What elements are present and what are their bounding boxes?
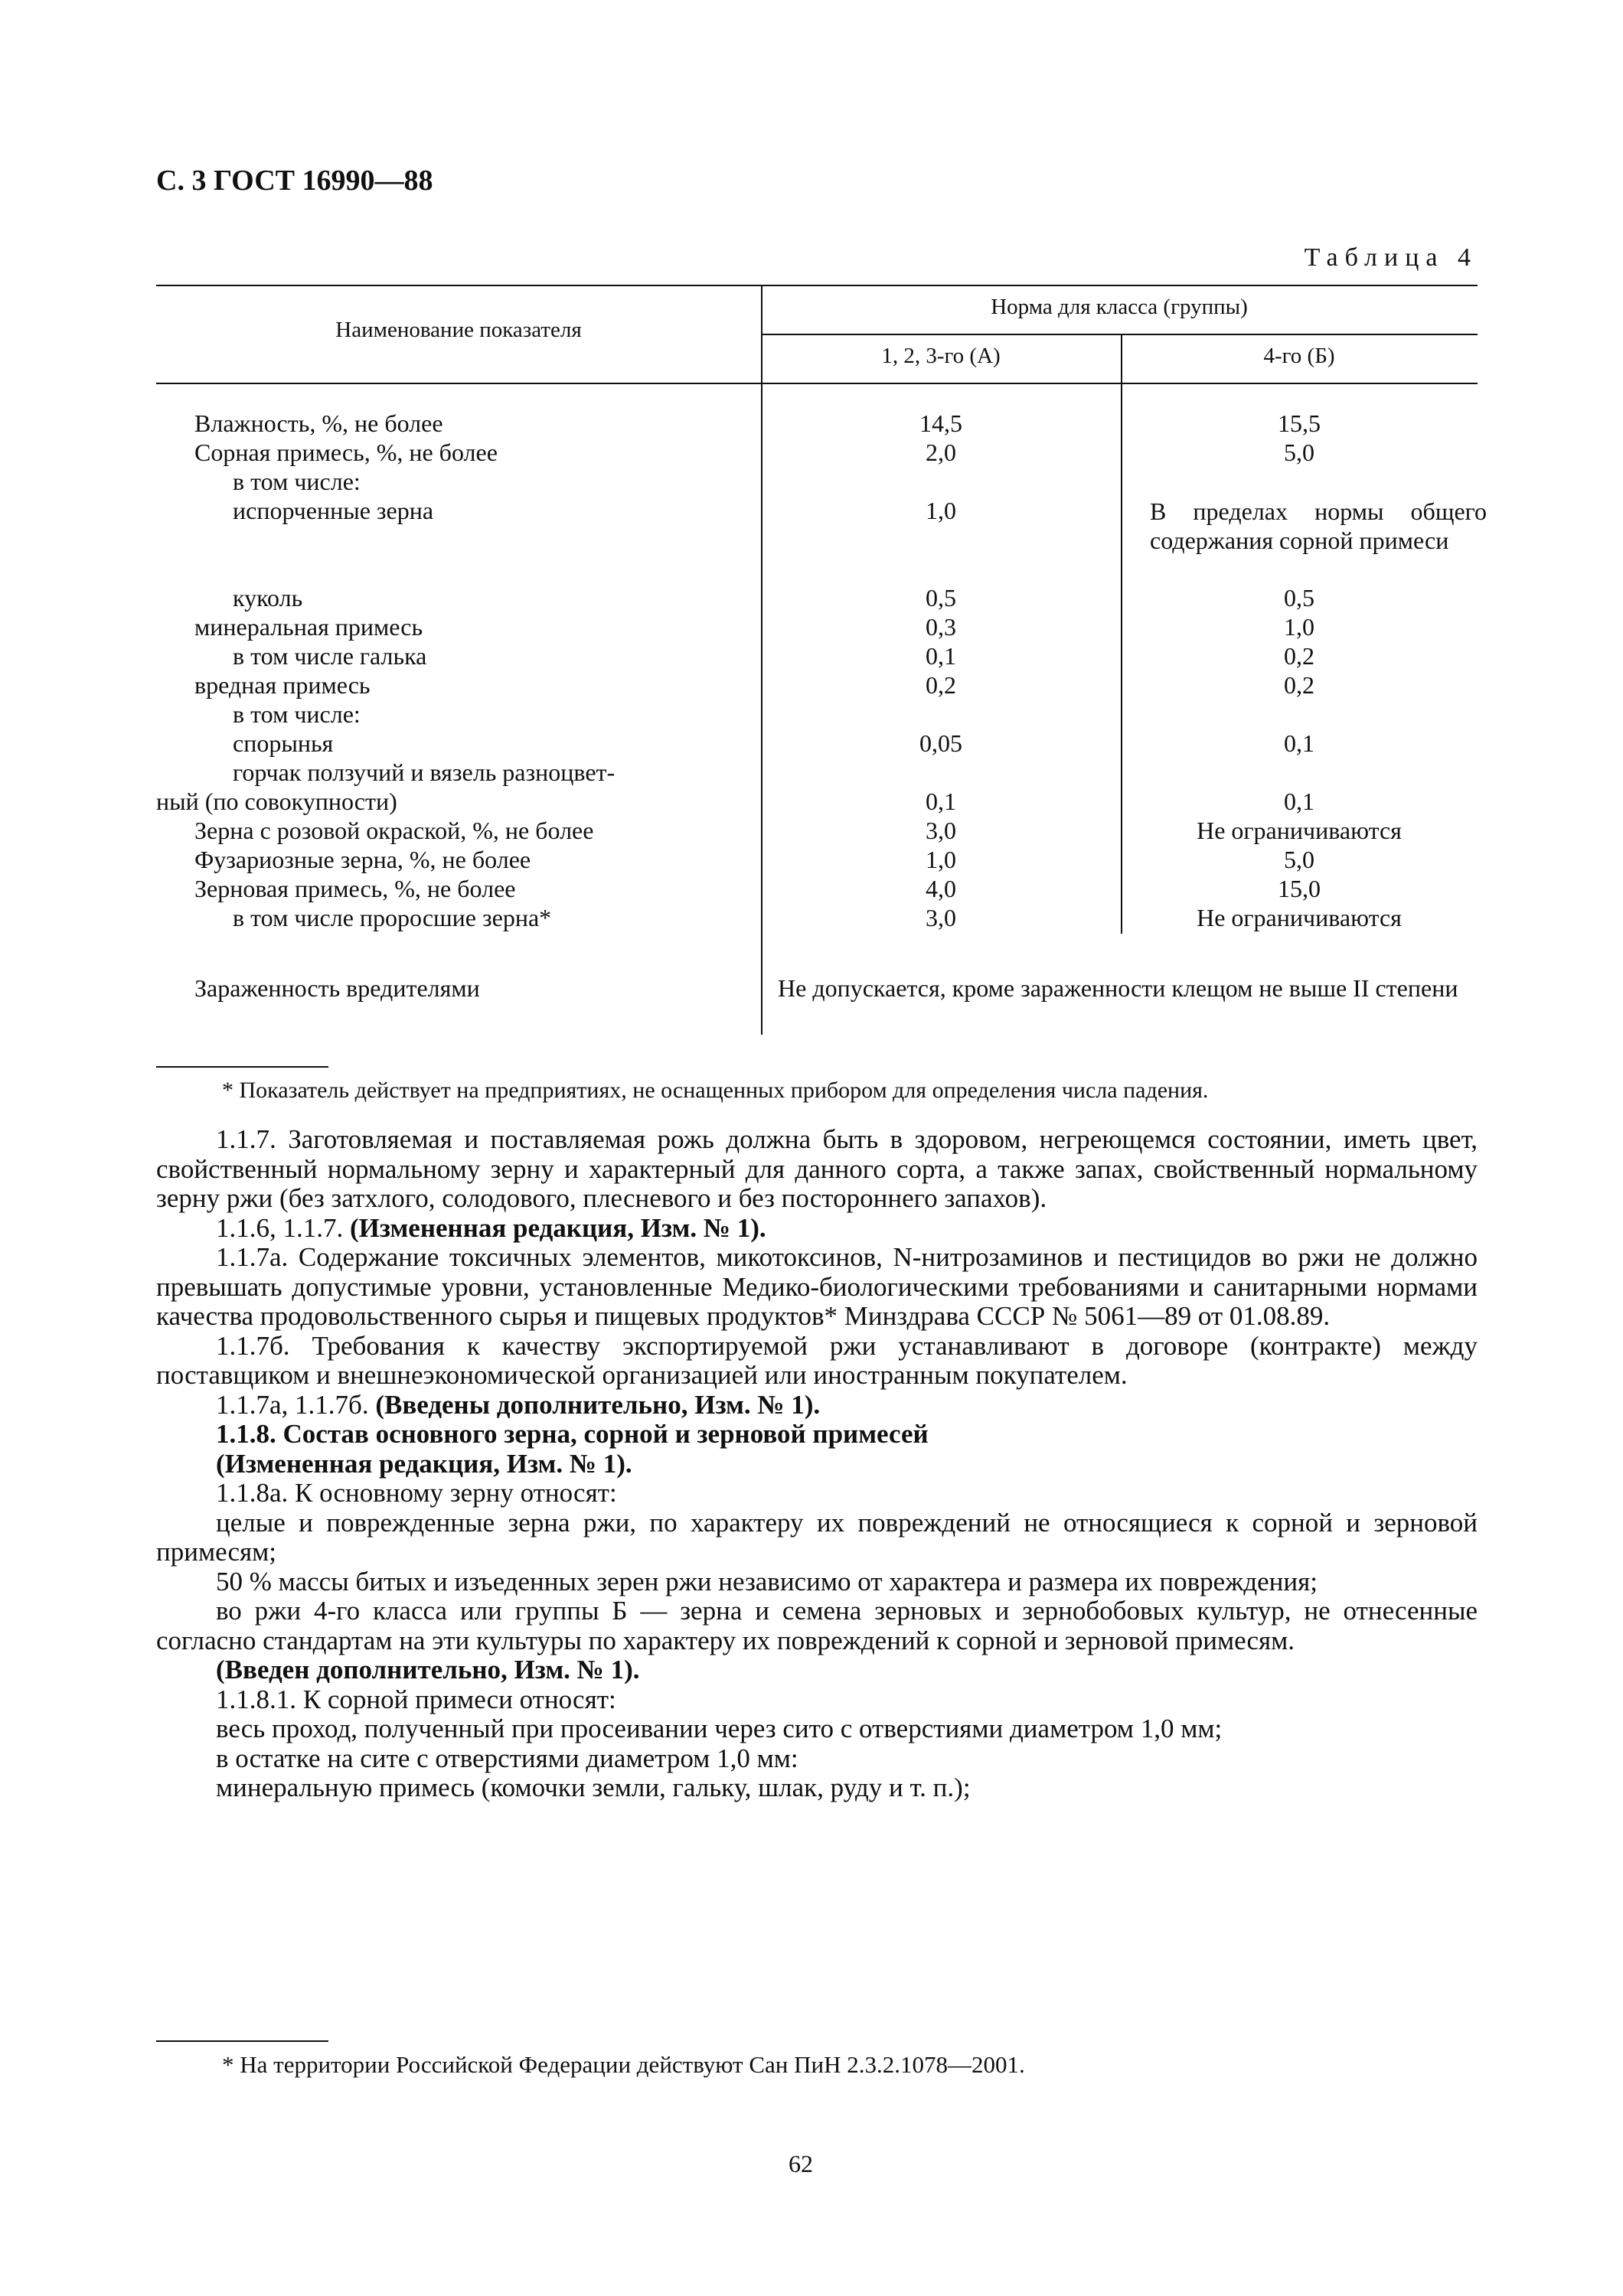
- paragraph: 1.1.8а. К основному зерну относят:: [216, 1478, 617, 1508]
- header-bottom-rule: [156, 383, 1478, 384]
- row-value-b: 15,5: [1278, 409, 1321, 437]
- amendment-note: (Введен дополнительно, Изм. № 1).: [216, 1655, 640, 1684]
- indicators-table: [156, 285, 1487, 1035]
- row-name: Фузариозные зерна, %, не более: [194, 846, 531, 873]
- row-name: горчак ползучий и вязель разноцвет-: [233, 758, 616, 786]
- col-a-header: 1, 2, 3-го (А): [881, 344, 1001, 368]
- row-value-a: 0,3: [926, 613, 956, 641]
- row-value-a: 4,0: [926, 875, 956, 902]
- row-value-a: 0,5: [926, 584, 956, 612]
- table-row: [156, 758, 1478, 787]
- table-top-rule: [156, 285, 1478, 286]
- col-name-header: Наименование показателя: [335, 318, 582, 342]
- row-value-a: 0,2: [926, 671, 956, 699]
- row-value-b: 0,2: [1284, 671, 1314, 699]
- section-heading: 1.1.8. Состав основного зерна, сорной и зерновой примесей: [216, 1419, 929, 1449]
- row-value-b: 0,1: [1284, 729, 1314, 757]
- row-name: Сорная примесь, %, не более: [194, 439, 498, 466]
- row-value-b: 15,0: [1278, 875, 1321, 902]
- row-name: Зерновая примесь, %, не более: [194, 875, 516, 902]
- paragraph: [156, 1214, 1478, 1244]
- row-name: Зерна с розовой окраской, %, не более: [194, 817, 594, 844]
- row-value-b: 0,1: [1284, 788, 1314, 815]
- paragraph: весь проход, полученный при просеивании через сито с отверстиями диаметром 1,0 мм;: [216, 1714, 1223, 1743]
- row-value-b: 5,0: [1284, 439, 1314, 466]
- page-footnote: * На территории Российской Федерации действуют Сан ПиН 2.3.2.1078—2001.: [222, 2051, 1025, 2078]
- row-name: Влажность, %, не более: [194, 409, 443, 437]
- row-value-a: 3,0: [926, 817, 956, 844]
- col-group-header: Норма для класса (группы): [991, 295, 1248, 319]
- row-value-b: Не ограничиваются: [1197, 817, 1402, 844]
- row-name: в том числе:: [233, 700, 361, 728]
- paragraph: [156, 1391, 1478, 1420]
- paragraph: целые и поврежденные зерна ржи, по характеру их повреждений не относящиеся к сорной и зерновой примесям;: [156, 1507, 1478, 1567]
- row-name: в том числе:: [233, 468, 361, 495]
- row-value-a: 0,1: [926, 642, 956, 670]
- table-row: [156, 670, 1478, 700]
- paragraph-ref: 1.1.7а, 1.1.7б.: [216, 1389, 376, 1420]
- col-b-header: 4-го (Б): [1263, 344, 1335, 368]
- row-value-a: 2,0: [926, 439, 956, 466]
- paragraph: 1.1.7а. Содержание токсичных элементов, микотоксинов, N-нитрозаминов и пестицидов во ржи не должно превышать допустимые уровни, установленные Медико-биологическими требованиями и санитарными нормами качества продовольственного сырья и пищевых продуктов* Минздрава СССР № 5061—89 от 01.08.89.: [156, 1242, 1478, 1331]
- spoiled-grain-note: В пределах нормы общего содержания сорной примеси: [1150, 497, 1487, 554]
- row-value-a: 14,5: [919, 409, 962, 437]
- paragraph: 1.1.8.1. К сорной примеси относят:: [216, 1684, 616, 1714]
- table-footnote: * Показатель действует на предприятиях, не оснащенных прибором для определения числа падения.: [222, 1078, 1209, 1103]
- row-value-b: 1,0: [1284, 613, 1314, 641]
- footnote-rule: [156, 1066, 328, 1068]
- body-text: [156, 1125, 1478, 1803]
- row-name: минеральная примесь: [194, 613, 423, 641]
- paragraph: минеральную примесь (комочки земли, гальку, шлак, руду и т. п.);: [216, 1773, 971, 1802]
- amendment-note: (Измененная редакция, Изм. № 1).: [216, 1448, 632, 1479]
- table-row: [156, 467, 1478, 496]
- row-name: в том числе галька: [233, 642, 427, 670]
- row-value-a: 1,0: [926, 846, 956, 873]
- table-row: [156, 903, 1478, 932]
- row-value-b: Не ограничиваются: [1197, 904, 1402, 931]
- pests-value: Не допускается, кроме зараженности клещом не выше II степени: [778, 974, 1458, 1002]
- table-row: [156, 641, 1478, 670]
- page-number: 62: [789, 2150, 813, 2177]
- row-value-a: 0,1: [926, 788, 956, 815]
- table-row: [156, 816, 1478, 845]
- row-name: куколь: [233, 584, 303, 612]
- row-value-b: 5,0: [1284, 846, 1314, 873]
- paragraph-ref: 1.1.6, 1.1.7.: [216, 1212, 350, 1243]
- paragraph: 1.1.7б. Требования к качеству экспортируемой ржи устанавливают в договоре (контракте) между поставщиком и внешнеэкономической организацией или иностранным покупателем.: [156, 1330, 1478, 1390]
- table-row: [156, 787, 1478, 816]
- table-row: [156, 874, 1478, 903]
- row-name: Зараженность вредителями: [194, 974, 480, 1002]
- row-value-a: 1,0: [926, 497, 956, 524]
- table-row: [156, 438, 1478, 467]
- amendment-note: (Введены дополнительно, Изм. № 1).: [375, 1389, 821, 1420]
- row-value-a: 3,0: [926, 904, 956, 931]
- table-row: [156, 409, 1478, 438]
- table-caption: Таблица 4: [1304, 243, 1478, 272]
- footnote-rule: [156, 2040, 328, 2042]
- table-row: [156, 700, 1478, 729]
- paragraph: 50 % массы битых и изъеденных зерен ржи независимо от характера и размера их повреждения;: [216, 1566, 1318, 1596]
- paragraph: в остатке на сите с отверстиями диаметром 1,0 мм:: [216, 1743, 798, 1773]
- amendment-note: (Измененная редакция, Изм. № 1).: [350, 1212, 766, 1243]
- row-value-a: 0,05: [919, 729, 962, 757]
- table-row: [156, 845, 1478, 874]
- row-name: ный (по совокупности): [156, 788, 397, 815]
- paragraph: во ржи 4-го класса или группы Б — зерна и семена зерновых и зернобобовых культур, не отнесенные согласно стандартам на эти культуры по характеру их повреждений к сорной и зерновой примесям.: [156, 1596, 1478, 1655]
- page-header: С. 3 ГОСТ 16990—88: [156, 165, 433, 197]
- row-name: испорченные зерна: [233, 497, 434, 524]
- group-header-rule: [761, 334, 1478, 335]
- row-value-b: 0,5: [1284, 584, 1314, 612]
- table-row: [156, 612, 1478, 641]
- paragraph: 1.1.7. Заготовляемая и поставляемая рожь должна быть в здоровом, негреющемся состоянии, иметь цвет, свойственный нормальному зерну и характерный для данного сорта, а также запах, свойственный нормальному зерну ржи (без затхлого, солодового, плесневого и без постороннего запахов).: [156, 1124, 1478, 1213]
- table-row: [156, 583, 1478, 612]
- row-value-b: 0,2: [1284, 642, 1314, 670]
- row-name: спорынья: [233, 729, 334, 757]
- row-name: в том числе проросшие зерна*: [233, 904, 552, 931]
- table-row: [156, 729, 1478, 758]
- row-name: вредная примесь: [194, 671, 371, 699]
